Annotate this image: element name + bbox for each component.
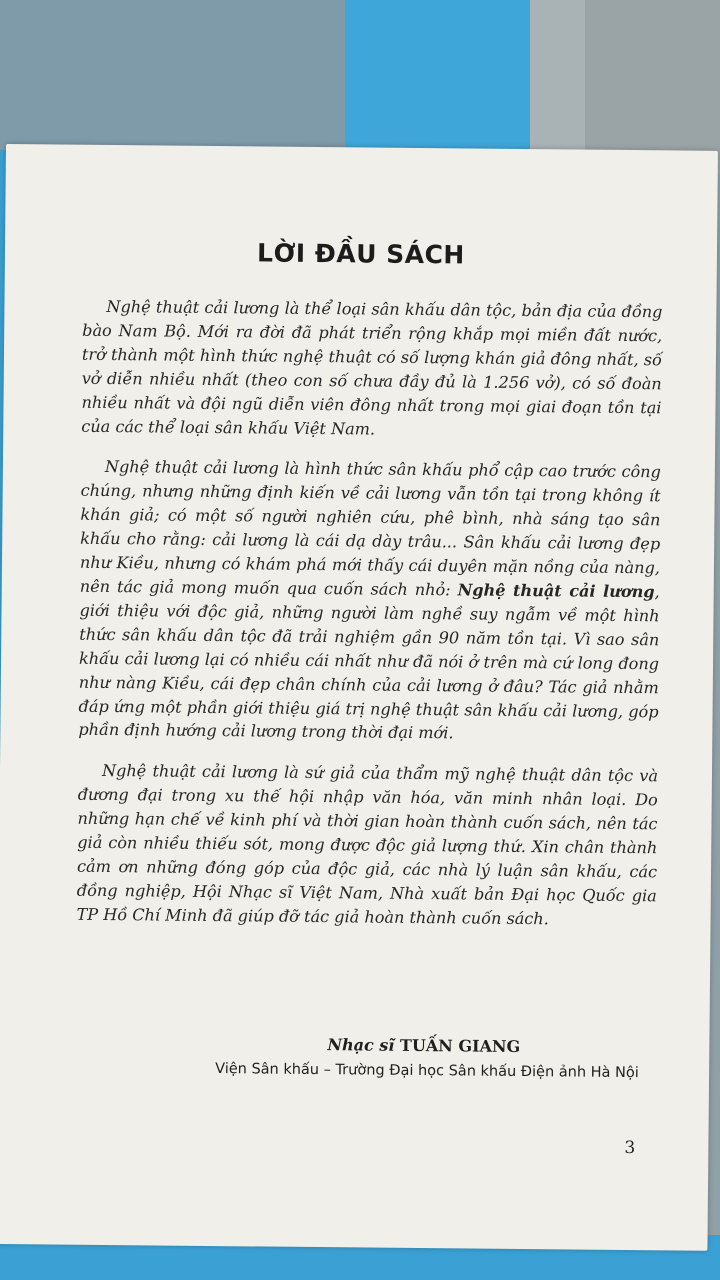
- paragraph-2: [78, 455, 661, 747]
- page-number: 3: [624, 1137, 636, 1159]
- paragraph-1: Nghệ thuật cải lương là thể loại sân khấu dân tộc, bản địa của đồng bào Nam Bộ. Mới ra đời đã phát triển rộng khắp mọi miền đất nước, trở thành một hình thức nghệ thuật có số lượng khán giả đông nhất, số vở diễn nhiều nhất (theo con số chưa đầy đủ là 1.256 vở), có số đoàn nhiều nhất và đội ngũ diễn viên đông nhất trong mọi giai đoạn tồn tại của các thể loại sân khấu Việt Nam.: [81, 296, 663, 439]
- paragraph-2-part-a: Nghệ thuật cải lương là hình thức sân khấu phổ cập cao trước công chúng, nhưng những định kiến về cải lương vẫn tồn tại trong không ít khán giả; có một số người nghiên cứu, phê bình, nhà sáng tạo sân khấu cho rằng: cải lương là cái dạ dày trâu... Sân khấu cải lương đẹp như Kiều, nhưng có khám phá mới thấy cái duyên mặn nồng của nàng, nên tác giả mong muốn qua cuốn sách nhỏ:: [79, 457, 661, 600]
- preface-body: [76, 295, 662, 949]
- author-signature: [327, 1035, 627, 1057]
- author-name: TUẤN GIANG: [399, 1035, 521, 1056]
- book-title-inline: Nghệ thuật cải lương: [457, 580, 655, 602]
- paragraph-2-part-b: , giới thiệu với độc giả, những người làm nghề suy ngẫm về một hình thức sân khấu dân tộc đã trải nghiệm gần 90 năm tồn tại. Vì sao sân khấu cải lương lại có nhiều cái nhất như đã nói ở trên mà cứ long đong như nàng Kiều, cái đẹp chân chính của cải lương ở đâu? Tác giả nhằm đáp ứng một phần giới thiệu giá trị nghệ thuật sân khấu cải lương, góp phần định hướng cải lương trong thời đại mới.: [78, 582, 660, 743]
- paragraph-3: Nghệ thuật cải lương là sứ giả của thẩm mỹ nghệ thuật dân tộc và đương đại trong xu thế hội nhập văn hóa, văn minh nhân loại. Do những hạn chế về kinh phí và thời gian hoàn thành cuốn sách, nên tác giả còn nhiều thiếu sót, mong được độc giả lượng thứ. Xin chân thành cảm ơn những đóng góp của độc giả, các nhà lý luận sân khấu, các đồng nghiệp, Hội Nhạc sĩ Việt Nam, Nhà xuất bản Đại học Quốc gia TP Hồ Chí Minh đã giúp đỡ tác giả hoàn thành cuốn sách.: [76, 761, 659, 928]
- background-grey-panel-2: [585, 0, 720, 175]
- background-blue-panel: [345, 0, 530, 160]
- author-prefix: Nhạc sĩ: [327, 1035, 401, 1055]
- page-title: LỜI ĐẦU SÁCH: [256, 238, 465, 270]
- author-affiliation: Viện Sân khấu – Trường Đại học Sân khấu Điện ảnh Hà Nội: [215, 1061, 639, 1082]
- book-page: [0, 144, 718, 1251]
- background-wall: [0, 0, 345, 150]
